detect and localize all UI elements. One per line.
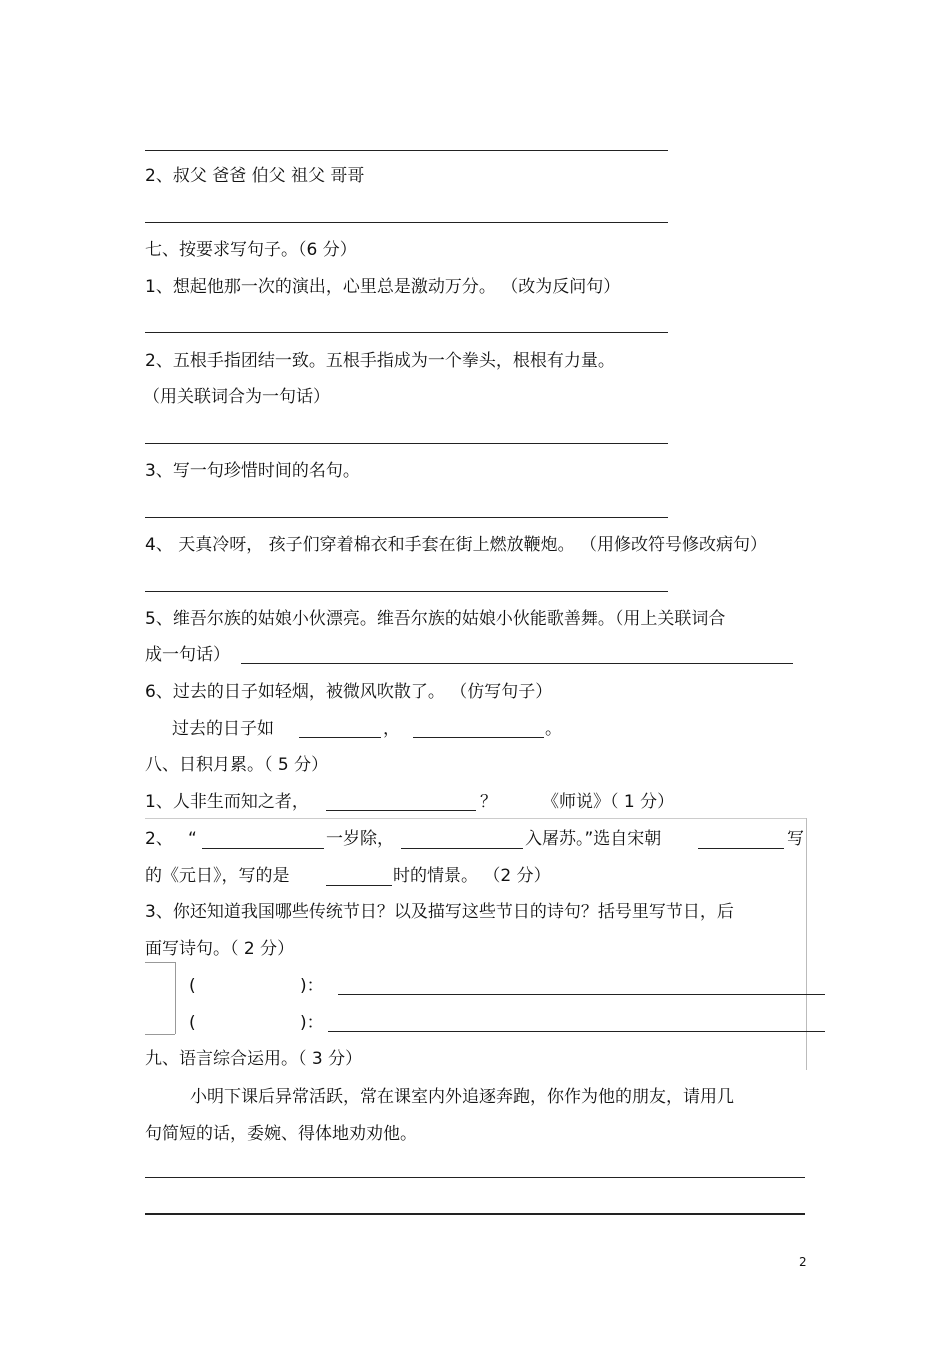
box-border xyxy=(145,818,806,819)
festival-paren-open: ( xyxy=(189,1013,196,1033)
answer-line[interactable] xyxy=(241,663,793,664)
answer-line[interactable] xyxy=(145,443,668,444)
question-text: 一岁除， xyxy=(326,829,394,849)
question-text: 1、人非生而知之者， xyxy=(145,792,309,812)
section-heading: 八、日积月累。（ 5 分） xyxy=(145,755,329,775)
answer-line[interactable] xyxy=(145,332,668,333)
blank-line[interactable] xyxy=(202,848,324,849)
poem-answer-line[interactable] xyxy=(328,1031,825,1032)
festival-paren-open: ( xyxy=(189,976,196,996)
question-text: 2、五根手指团结一致。五根手指成为一个拳头，根根有力量。 xyxy=(145,351,615,371)
question-text: 2、叔父 爸爸 伯父 祖父 哥哥 xyxy=(145,166,365,186)
box-border xyxy=(806,818,807,1070)
answer-line[interactable] xyxy=(145,222,668,223)
answer-line[interactable] xyxy=(145,517,668,518)
festival-paren-close: )： xyxy=(300,1013,324,1033)
question-text: 的《元日》，写的是 xyxy=(145,866,290,886)
festival-paren-close: )： xyxy=(300,976,324,996)
page-number: 2 xyxy=(799,1255,807,1269)
section-heading: 九、语言综合运用。（ 3 分） xyxy=(145,1049,363,1069)
question-text: 时的情景。 （2 分） xyxy=(393,866,551,886)
answer-line[interactable] xyxy=(145,1177,805,1178)
question-text: 4、 天真冷呀， 孩子们穿着棉衣和手套在街上燃放鞭炮。 （用修改符号修改病句） xyxy=(145,535,768,555)
question-text: 《师说》（ 1 分） xyxy=(542,792,675,812)
paragraph-text: 句简短的话，委婉、得体地劝劝他。 xyxy=(145,1124,417,1144)
punctuation: ？ xyxy=(480,792,497,812)
answer-line[interactable] xyxy=(145,591,668,592)
question-text: 写 xyxy=(787,829,804,849)
section-heading: 七、按要求写句子。（6 分） xyxy=(145,240,357,260)
blank-line[interactable] xyxy=(299,737,381,738)
quote-mark: “ xyxy=(188,829,197,849)
question-text: 6、过去的日子如轻烟，被微风吹散了。 （仿写句子） xyxy=(145,682,553,702)
question-text: 5、维吾尔族的姑娘小伙漂亮。维吾尔族的姑娘小伙能歌善舞。（用上关联词合 xyxy=(145,609,726,629)
answer-line[interactable] xyxy=(145,1213,805,1215)
blank-line[interactable] xyxy=(698,848,784,849)
box-border xyxy=(145,962,175,963)
question-text: 成一句话） xyxy=(145,645,230,665)
box-border xyxy=(145,1034,175,1035)
question-text: 面写诗句。（ 2 分） xyxy=(145,939,295,959)
blank-line[interactable] xyxy=(401,848,523,849)
box-border xyxy=(175,962,176,1034)
answer-line[interactable] xyxy=(145,150,668,151)
paragraph-text: 小明下课后异常活跃，常在课室内外追逐奔跑，你作为他的朋友，请用几 xyxy=(190,1087,734,1107)
question-text: 过去的日子如 xyxy=(172,719,274,739)
blank-line[interactable] xyxy=(326,885,392,886)
question-text: 1、想起他那一次的演出，心里总是激动万分。 （改为反问句） xyxy=(145,277,621,297)
punctuation: ， xyxy=(383,719,400,739)
blank-line[interactable] xyxy=(326,810,476,811)
punctuation: 。 xyxy=(545,719,562,739)
question-number: 2、 xyxy=(145,829,173,849)
question-text: 入屠苏。”选自宋朝 xyxy=(525,829,662,849)
poem-answer-line[interactable] xyxy=(338,994,825,995)
question-text: （用关联词合为一句话） xyxy=(143,387,330,407)
question-text: 3、写一句珍惜时间的名句。 xyxy=(145,461,360,481)
blank-line[interactable] xyxy=(413,737,544,738)
question-text: 3、你还知道我国哪些传统节日？以及描写这些节日的诗句？括号里写节日，后 xyxy=(145,902,734,922)
